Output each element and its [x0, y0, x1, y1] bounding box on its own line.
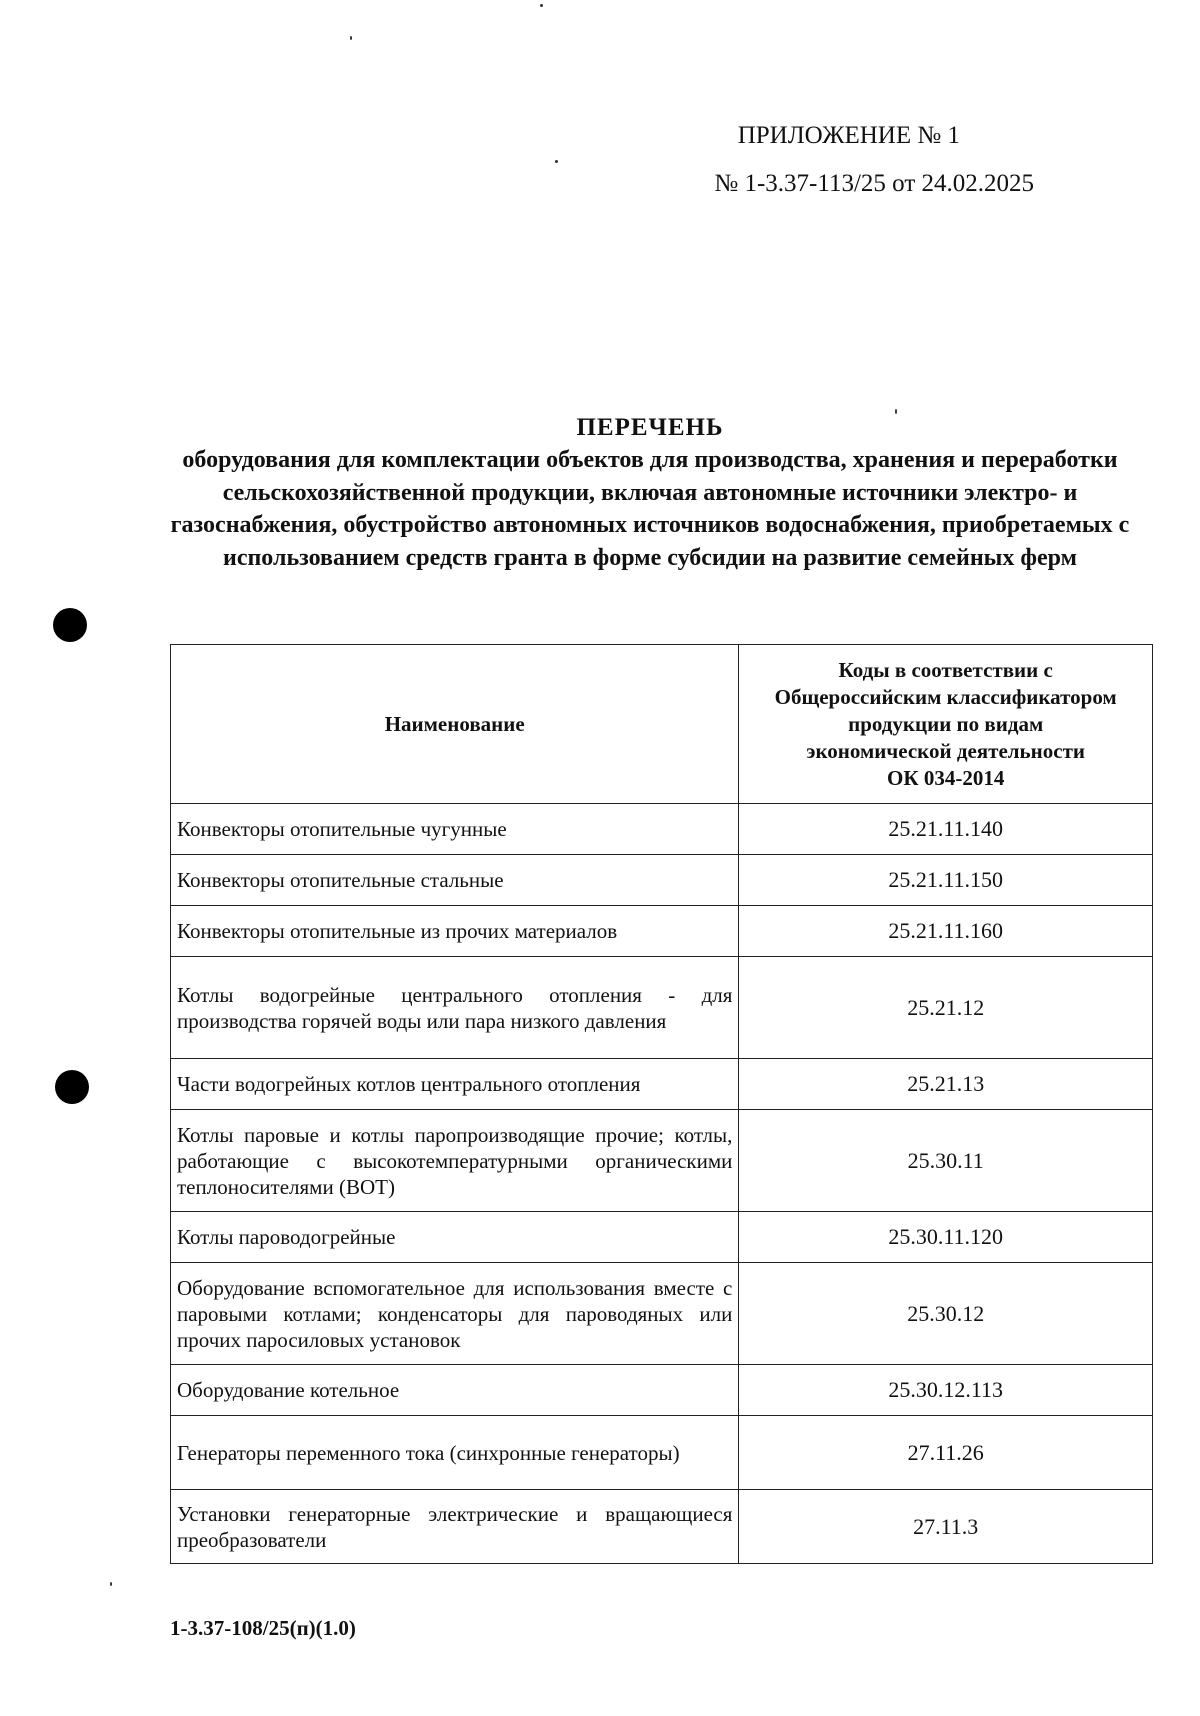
equipment-code: 25.30.12.113	[739, 1365, 1153, 1416]
equipment-name: Генераторы переменного тока (синхронные генераторы)	[171, 1416, 739, 1490]
equipment-name: Части водогрейных котлов центрального отопления	[171, 1059, 739, 1110]
equipment-name: Котлы водогрейные центрального отопления - для производства горячей воды или пара низкого давления	[171, 957, 739, 1059]
document-reference: № 1-3.37-113/25 от 24.02.2025	[714, 170, 1034, 197]
scan-speck	[110, 1582, 112, 1586]
equipment-code: 25.30.11.120	[739, 1212, 1153, 1263]
equipment-code: 25.21.11.140	[739, 804, 1153, 855]
table-row	[171, 1110, 1153, 1212]
table-row	[171, 1490, 1153, 1564]
table-header-row	[171, 645, 1153, 804]
code-header-line: Общероссийским классификатором	[774, 684, 1117, 709]
equipment-table	[170, 644, 1153, 1564]
table-row	[171, 957, 1153, 1059]
table-row	[171, 1212, 1153, 1263]
document-title: ПЕРЕЧЕНЬ	[576, 414, 724, 441]
equipment-code: 25.30.12	[739, 1263, 1153, 1365]
table-row	[171, 1263, 1153, 1365]
title-block	[160, 412, 1140, 574]
code-header-line: ОК 034-2014	[887, 765, 1005, 790]
code-header-line: экономической деятельности	[806, 738, 1085, 763]
equipment-code: 25.21.13	[739, 1059, 1153, 1110]
appendix-label: ПРИЛОЖЕНИЕ № 1	[737, 122, 960, 149]
column-header-code	[739, 645, 1153, 804]
equipment-name: Оборудование вспомогательное для использования вместе с паровыми котлами; конденсаторы для пароводяных или прочих паросиловых установок	[171, 1263, 739, 1365]
equipment-code: 27.11.26	[739, 1416, 1153, 1490]
equipment-name: Конвекторы отопительные из прочих материалов	[171, 906, 739, 957]
equipment-code: 25.30.11	[739, 1110, 1153, 1212]
equipment-code: 27.11.3	[739, 1490, 1153, 1564]
table-row	[171, 906, 1153, 957]
scan-speck	[540, 4, 543, 7]
equipment-name: Оборудование котельное	[171, 1365, 739, 1416]
equipment-code: 25.21.12	[739, 957, 1153, 1059]
equipment-name: Котлы паровые и котлы паропроизводящие прочие; котлы, работающие с высокотемпературными органическими теплоносителями (ВОТ)	[171, 1110, 739, 1212]
table-row	[171, 1416, 1153, 1490]
table-row	[171, 855, 1153, 906]
scan-speck	[555, 160, 558, 163]
punch-hole-mark	[55, 1070, 89, 1104]
document-subtitle: оборудования для комплектации объектов для производства, хранения и переработки сельскохозяйственной продукции, включая автономные источники электро- и газоснабжения, обустройство автономных источников водоснабжения, приобретаемых с использованием средств гранта в форме субсидии на развитие семейных ферм	[170, 447, 1130, 571]
equipment-name: Котлы пароводогрейные	[171, 1212, 739, 1263]
equipment-code: 25.21.11.150	[739, 855, 1153, 906]
equipment-code: 25.21.11.160	[739, 906, 1153, 957]
table-row	[171, 804, 1153, 855]
punch-hole-mark	[53, 608, 87, 642]
table-row	[171, 1059, 1153, 1110]
scan-speck	[350, 36, 352, 40]
table-row	[171, 1365, 1153, 1416]
column-header-name: Наименование	[171, 645, 739, 804]
footer-document-code: 1-3.37-108/25(п)(1.0)	[170, 1616, 356, 1640]
equipment-name: Конвекторы отопительные чугунные	[171, 804, 739, 855]
equipment-name: Конвекторы отопительные стальные	[171, 855, 739, 906]
code-header-line: продукции по видам	[848, 711, 1044, 736]
equipment-name: Установки генераторные электрические и вращающиеся преобразователи	[171, 1490, 739, 1564]
code-header-line: Коды в соответствии с	[838, 657, 1053, 682]
